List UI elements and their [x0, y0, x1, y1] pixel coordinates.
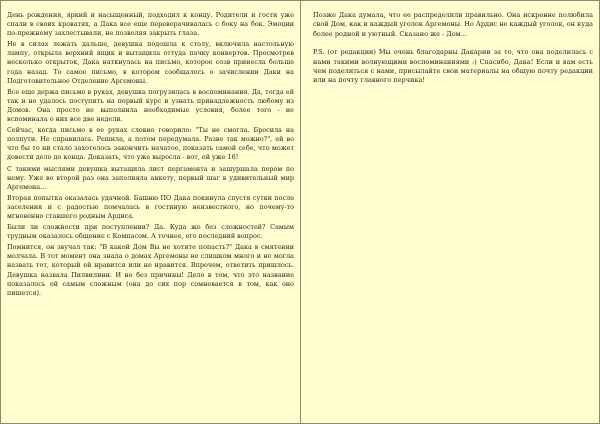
left-paragraph-7: Были ли сложности при поступлении? Да. Куда же без сложностей? Самым трудным оказалось общение с Компасом. А точнее, его последний вопрос. [7, 223, 294, 241]
left-paragraph-3: Все еще держа письмо в руках, девушка погрузилась в воспоминания. Да, тогда ей так и не удалось поступить на первый курс и узнать принадлежность любому из Домов. Она просто не выполнила необходимые условия, более того - не вспоминала о них все две недели. [7, 87, 294, 124]
left-paragraph-1: День рождения, яркий и насыщенный, подходил к концу. Родители и гости уже спали в своих кроватях, а Дака все еще переворачивалась с боку на бок. Эмоции по-прежнему захлестывали, не позволяя закрыть глаза. [7, 11, 294, 38]
right-paragraph-1: Позже Дака думала, что ее распределили правильно. Она искренне полюбила свой Дом, как и каждый уголок Аргемоны. Но Ардис не каждый уголок, он куда более родной и уютный. Сказано же - Дом... [313, 11, 593, 38]
left-paragraph-6: Вторая попытка оказалась удачной. Башню ПО Дака покинула спустя сутки после заселения и с радостью помчалась в гостиную неизвестного, но почему-то мгновенно ставшего родным Ардиса. [7, 193, 294, 220]
left-paragraph-8: Помнится, он звучал так: "В какой Дом Вы не хотите попасть?" Дака в смятении молчала. В тот момент она знала о домах Аргемоны не слишком много и не могла назвать тот, который ей нравится или не нравится. Впрочем, ответить пришлось. Девушка назвала Пилвилинн. И не без причины! Дело в том, что это название показалось ей самым сложным (она до сих пор сомневается в том, как оно пишется). [7, 243, 294, 297]
right-page [300, 0, 600, 424]
left-paragraph-2: Не в силах лежать дальше, девушка подошла к столу, включила настольную лампу, открыла верхний ящик и вытащила оттуда пачку конвертов. Просмотрев несколько открыток, Дака наткнулась на письмо, которое созв принесла больше года назад. То самое письмо, в котором сообщалось о зачислении Даки на Подготовительное Отделение Аргемоны. [7, 40, 294, 85]
left-paragraph-4: Сейчас, когда письмо в ее руках словно говорило: "Ты не смогла. Бросила на полпути. Не справилась. Решила, а потом передумала. Разве так можно?", ей во что бы то ни стало захотелось закончить начатое, показать самой себе, что может довести дело до конца. Доказать, что уже выросла - вот, ей уже 16! [7, 126, 294, 162]
paragraph-spacer [313, 41, 593, 48]
editorial-postscript: P.S. (от редакции) Мы очень благодарны Дакарии за то, что она поделилась с нами такими волнующими воспоминаниями :) Спасибо, Дака! Если и вам есть чем поделиться с нами, присылайте свои материалы на общую почту редакции или на почту главного перчика! [313, 48, 593, 85]
left-paragraph-5: С такими мыслями девушка вытащила лист пергамента и зашуршала пером по нему. Уже во второй раз она заполняла анкету, первый шаг в удивительный мир Аргемона... [7, 164, 294, 191]
